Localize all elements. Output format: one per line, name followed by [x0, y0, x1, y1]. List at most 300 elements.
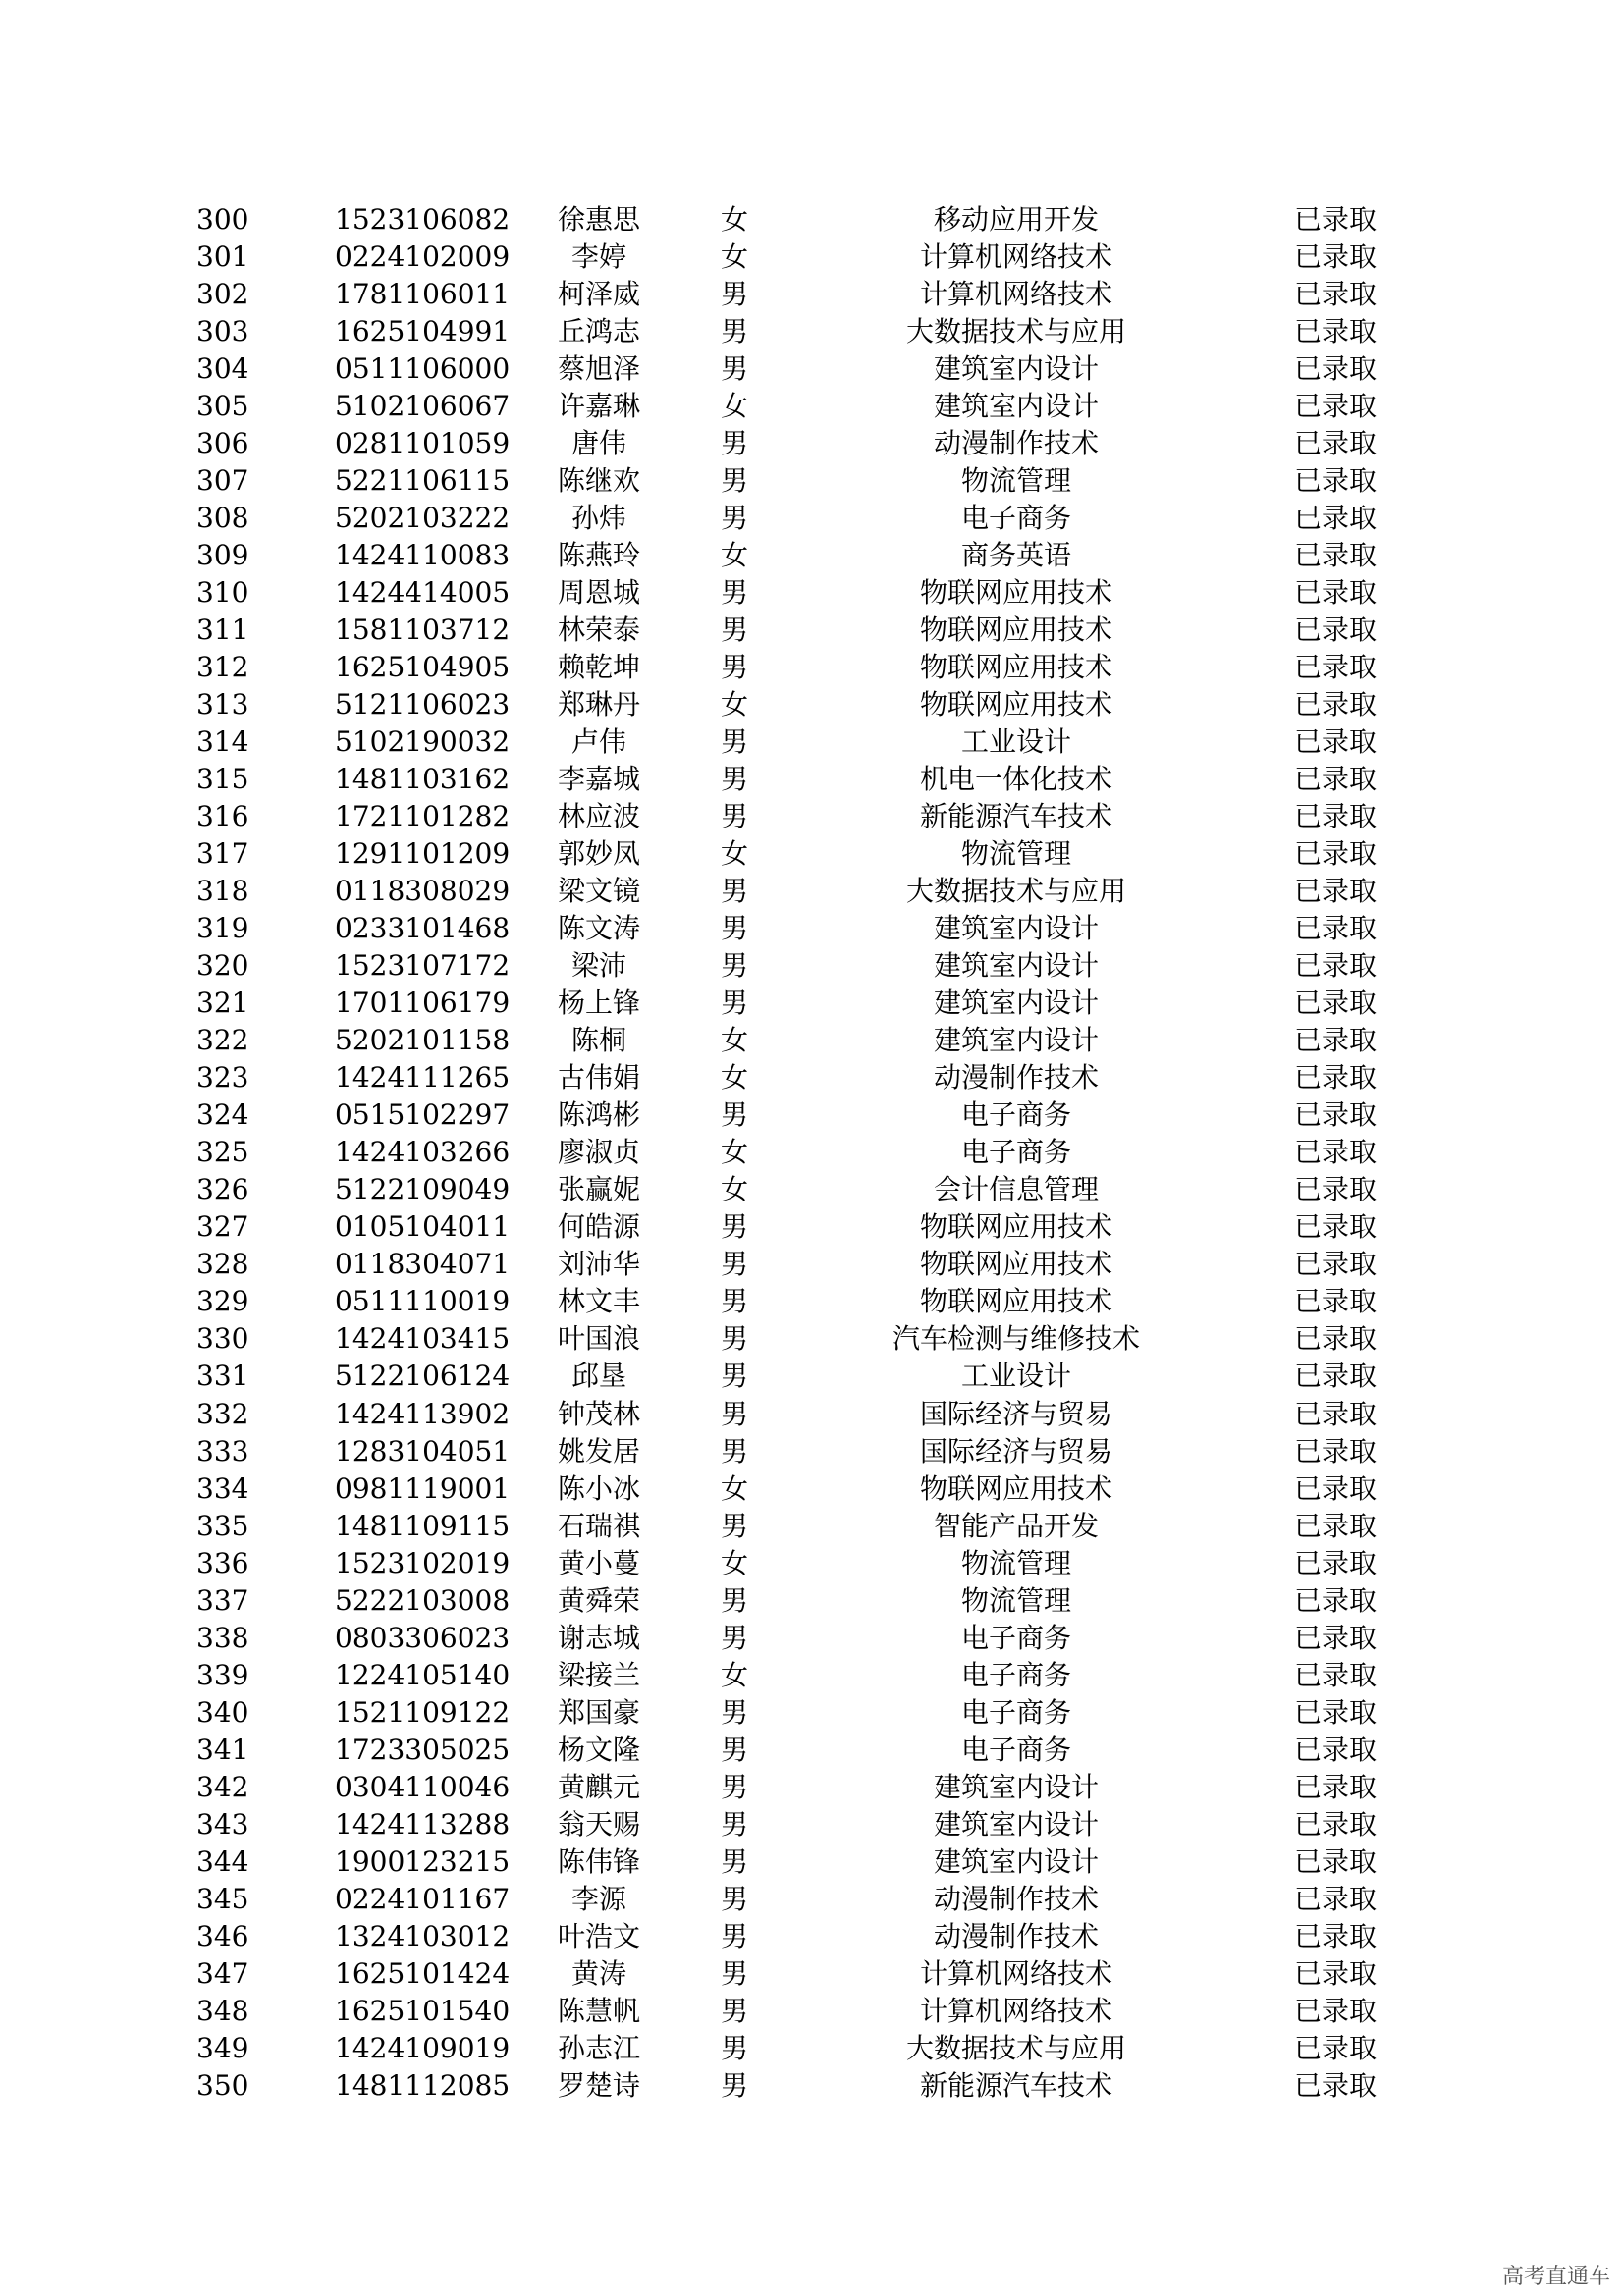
- major: 计算机网络技术: [919, 1994, 1112, 2027]
- admission-status: 已录取: [1294, 1322, 1378, 1356]
- candidate-id: 1625101540: [335, 1994, 511, 2027]
- major: 动漫制作技术: [933, 427, 1099, 460]
- table-row: [0, 1508, 1624, 1545]
- gender: 男: [720, 1210, 748, 1244]
- student-name: 杨文隆: [557, 1733, 640, 1766]
- admission-status: 已录取: [1294, 1546, 1378, 1579]
- table-row: [0, 2067, 1624, 2105]
- gender: 男: [720, 1994, 748, 2027]
- table-row: [0, 761, 1624, 798]
- student-name: 孙志江: [557, 2031, 640, 2064]
- major: 建筑室内设计: [933, 949, 1099, 983]
- student-name: 陈继欢: [557, 464, 640, 498]
- student-name: 蔡旭泽: [557, 352, 640, 386]
- major: 动漫制作技术: [933, 1919, 1099, 1952]
- candidate-id: 1424113288: [335, 1807, 511, 1841]
- row-number: 325: [196, 1136, 249, 1169]
- watermark: 高考直通车: [1501, 2265, 1610, 2289]
- admission-status: 已录取: [1294, 240, 1378, 274]
- row-number: 310: [196, 576, 249, 610]
- student-name: 刘沛华: [557, 1248, 640, 1281]
- candidate-id: 0281101059: [335, 427, 511, 460]
- table-row: [0, 2030, 1624, 2067]
- gender: 男: [720, 1434, 748, 1468]
- admission-status: 已录取: [1294, 502, 1378, 535]
- table-row: [0, 1806, 1624, 1843]
- student-name: 周恩城: [557, 576, 640, 610]
- major: 大数据技术与应用: [905, 2031, 1126, 2064]
- student-name: 谢志城: [557, 1621, 640, 1654]
- admission-status: 已录取: [1294, 1509, 1378, 1542]
- gender: 男: [720, 1285, 748, 1318]
- gender: 男: [720, 1733, 748, 1766]
- candidate-id: 5122109049: [335, 1173, 511, 1206]
- candidate-id: 0224101167: [335, 1882, 511, 1915]
- gender: 男: [720, 1583, 748, 1617]
- gender: 女: [720, 1173, 748, 1206]
- row-number: 306: [196, 427, 249, 460]
- major: 工业设计: [960, 725, 1071, 759]
- admission-status: 已录取: [1294, 1397, 1378, 1430]
- candidate-id: 1424414005: [335, 576, 511, 610]
- candidate-id: 1324103012: [335, 1919, 511, 1952]
- table-row: [0, 612, 1624, 649]
- major: 建筑室内设计: [933, 1024, 1099, 1057]
- row-number: 324: [196, 1098, 249, 1132]
- major: 物联网应用技术: [919, 1285, 1112, 1318]
- table-row: [0, 1769, 1624, 1806]
- student-name: 黄舜荣: [557, 1583, 640, 1617]
- major: 建筑室内设计: [933, 1807, 1099, 1841]
- major: 建筑室内设计: [933, 987, 1099, 1020]
- table-row: [0, 1358, 1624, 1395]
- candidate-id: 1781106011: [335, 278, 511, 311]
- admission-status: 已录取: [1294, 1061, 1378, 1095]
- major: 国际经济与贸易: [919, 1397, 1112, 1430]
- major: 会计信息管理: [933, 1173, 1099, 1206]
- table-row: [0, 388, 1624, 425]
- candidate-id: 1283104051: [335, 1434, 511, 1468]
- student-name: 杨上锋: [557, 987, 640, 1020]
- row-number: 350: [196, 2068, 249, 2102]
- table-row: [0, 910, 1624, 947]
- student-name: 林应波: [557, 800, 640, 833]
- row-number: 328: [196, 1248, 249, 1281]
- admission-status: 已录取: [1294, 576, 1378, 610]
- row-number: 344: [196, 1844, 249, 1878]
- table-row: [0, 1171, 1624, 1208]
- student-name: 陈鸿彬: [557, 1098, 640, 1132]
- major: 电子商务: [960, 1136, 1071, 1169]
- table-row: [0, 985, 1624, 1022]
- admission-status: 已录取: [1294, 800, 1378, 833]
- major: 动漫制作技术: [933, 1061, 1099, 1095]
- admission-status: 已录取: [1294, 725, 1378, 759]
- candidate-id: 0118304071: [335, 1248, 511, 1281]
- candidate-id: 5202101158: [335, 1024, 511, 1057]
- student-name: 卢伟: [570, 725, 626, 759]
- major: 计算机网络技术: [919, 240, 1112, 274]
- candidate-id: 1481103162: [335, 763, 511, 796]
- gender: 男: [720, 725, 748, 759]
- table-row: [0, 649, 1624, 686]
- student-name: 陈文涛: [557, 912, 640, 945]
- admission-status: 已录取: [1294, 837, 1378, 871]
- candidate-id: 0511106000: [335, 352, 511, 386]
- student-name: 叶国浪: [557, 1322, 640, 1356]
- major: 物联网应用技术: [919, 1471, 1112, 1505]
- candidate-id: 0981119001: [335, 1471, 511, 1505]
- major: 建筑室内设计: [933, 912, 1099, 945]
- gender: 男: [720, 352, 748, 386]
- candidate-id: 0803306023: [335, 1621, 511, 1654]
- student-name: 唐伟: [570, 427, 626, 460]
- row-number: 346: [196, 1919, 249, 1952]
- major: 电子商务: [960, 1658, 1071, 1691]
- row-number: 300: [196, 203, 249, 236]
- student-name: 林文丰: [557, 1285, 640, 1318]
- major: 物联网应用技术: [919, 614, 1112, 647]
- gender: 男: [720, 1882, 748, 1915]
- candidate-id: 1625101424: [335, 1956, 511, 1990]
- row-number: 311: [196, 614, 249, 647]
- table-row: [0, 1582, 1624, 1620]
- gender: 男: [720, 315, 748, 348]
- gender: 男: [720, 1621, 748, 1654]
- gender: 男: [720, 1770, 748, 1803]
- candidate-id: 1291101209: [335, 837, 511, 871]
- row-number: 307: [196, 464, 249, 498]
- student-name: 梁文镜: [557, 875, 640, 908]
- student-name: 石瑞祺: [557, 1509, 640, 1542]
- admission-status: 已录取: [1294, 1210, 1378, 1244]
- row-number: 339: [196, 1658, 249, 1691]
- admission-status: 已录取: [1294, 651, 1378, 684]
- candidate-id: 1424110083: [335, 539, 511, 572]
- major: 电子商务: [960, 1098, 1071, 1132]
- row-number: 345: [196, 1882, 249, 1915]
- row-number: 314: [196, 725, 249, 759]
- gender: 男: [720, 464, 748, 498]
- candidate-id: 1523106082: [335, 203, 511, 236]
- table-row: [0, 313, 1624, 350]
- gender: 男: [720, 502, 748, 535]
- table-row: [0, 1918, 1624, 1955]
- admission-status: 已录取: [1294, 1024, 1378, 1057]
- gender: 女: [720, 1061, 748, 1095]
- gender: 男: [720, 1509, 748, 1542]
- gender: 男: [720, 763, 748, 796]
- student-name: 罗楚诗: [557, 2068, 640, 2102]
- table-row: [0, 873, 1624, 910]
- table-row: [0, 798, 1624, 835]
- row-number: 335: [196, 1509, 249, 1542]
- student-name: 姚发居: [557, 1434, 640, 1468]
- gender: 女: [720, 837, 748, 871]
- gender: 男: [720, 2031, 748, 2064]
- row-number: 341: [196, 1733, 249, 1766]
- row-number: 348: [196, 1994, 249, 2027]
- candidate-id: 5121106023: [335, 688, 511, 721]
- row-number: 319: [196, 912, 249, 945]
- admission-status: 已录取: [1294, 1807, 1378, 1841]
- table-row: [0, 1059, 1624, 1096]
- candidate-id: 1523102019: [335, 1546, 511, 1579]
- student-name: 柯泽威: [557, 278, 640, 311]
- admission-status: 已录取: [1294, 203, 1378, 236]
- row-number: 312: [196, 651, 249, 684]
- table-row: [0, 574, 1624, 612]
- candidate-id: 5221106115: [335, 464, 511, 498]
- student-name: 李嘉城: [557, 763, 640, 796]
- row-number: 302: [196, 278, 249, 311]
- major: 电子商务: [960, 1733, 1071, 1766]
- gender: 男: [720, 1397, 748, 1430]
- row-number: 331: [196, 1360, 249, 1393]
- table-row: [0, 723, 1624, 761]
- gender: 男: [720, 912, 748, 945]
- admission-status: 已录取: [1294, 875, 1378, 908]
- gender: 男: [720, 1695, 748, 1729]
- major: 物联网应用技术: [919, 1248, 1112, 1281]
- admission-status: 已录取: [1294, 315, 1378, 348]
- candidate-id: 1424103415: [335, 1322, 511, 1356]
- table-row: [0, 1694, 1624, 1732]
- major: 新能源汽车技术: [919, 800, 1112, 833]
- row-number: 333: [196, 1434, 249, 1468]
- admission-status: 已录取: [1294, 2031, 1378, 2064]
- admission-status: 已录取: [1294, 1658, 1378, 1691]
- major: 工业设计: [960, 1360, 1071, 1393]
- student-name: 梁沛: [570, 949, 626, 983]
- candidate-id: 1424113902: [335, 1397, 511, 1430]
- row-number: 301: [196, 240, 249, 274]
- table-row: [0, 1320, 1624, 1358]
- major: 物流管理: [960, 837, 1071, 871]
- major: 大数据技术与应用: [905, 875, 1126, 908]
- major: 建筑室内设计: [933, 390, 1099, 423]
- gender: 女: [720, 1136, 748, 1169]
- gender: 男: [720, 1322, 748, 1356]
- row-number: 347: [196, 1956, 249, 1990]
- student-name: 郑琳丹: [557, 688, 640, 721]
- admission-status: 已录取: [1294, 1882, 1378, 1915]
- candidate-id: 5122106124: [335, 1360, 511, 1393]
- row-number: 336: [196, 1546, 249, 1579]
- student-name: 古伟娟: [557, 1061, 640, 1095]
- admission-status: 已录取: [1294, 1621, 1378, 1654]
- major: 新能源汽车技术: [919, 2068, 1112, 2102]
- major: 建筑室内设计: [933, 1770, 1099, 1803]
- admission-status: 已录取: [1294, 1471, 1378, 1505]
- table-row: [0, 276, 1624, 313]
- admission-status: 已录取: [1294, 763, 1378, 796]
- admission-status: 已录取: [1294, 1285, 1378, 1318]
- student-name: 陈小冰: [557, 1471, 640, 1505]
- admission-status: 已录取: [1294, 949, 1378, 983]
- student-name: 徐惠思: [557, 203, 640, 236]
- candidate-id: 0511110019: [335, 1285, 511, 1318]
- student-name: 梁接兰: [557, 1658, 640, 1691]
- gender: 女: [720, 203, 748, 236]
- gender: 女: [720, 539, 748, 572]
- admission-status: 已录取: [1294, 1248, 1378, 1281]
- row-number: 327: [196, 1210, 249, 1244]
- candidate-id: 5102190032: [335, 725, 511, 759]
- admission-status: 已录取: [1294, 1844, 1378, 1878]
- admission-status: 已录取: [1294, 278, 1378, 311]
- row-number: 329: [196, 1285, 249, 1318]
- candidate-id: 1424103266: [335, 1136, 511, 1169]
- student-name: 赖乾坤: [557, 651, 640, 684]
- row-number: 309: [196, 539, 249, 572]
- gender: 男: [720, 800, 748, 833]
- candidate-id: 1481112085: [335, 2068, 511, 2102]
- table-row: [0, 350, 1624, 388]
- row-number: 326: [196, 1173, 249, 1206]
- student-name: 李婷: [570, 240, 626, 274]
- table-row: [0, 537, 1624, 574]
- row-number: 343: [196, 1807, 249, 1841]
- row-number: 320: [196, 949, 249, 983]
- candidate-id: 1721101282: [335, 800, 511, 833]
- row-number: 313: [196, 688, 249, 721]
- gender: 男: [720, 1844, 748, 1878]
- student-name: 叶浩文: [557, 1919, 640, 1952]
- student-name: 郭妙凤: [557, 837, 640, 871]
- row-number: 305: [196, 390, 249, 423]
- candidate-id: 1424111265: [335, 1061, 511, 1095]
- admission-status: 已录取: [1294, 688, 1378, 721]
- row-number: 308: [196, 502, 249, 535]
- gender: 男: [720, 614, 748, 647]
- table-row: [0, 1545, 1624, 1582]
- gender: 男: [720, 1807, 748, 1841]
- major: 机电一体化技术: [919, 763, 1112, 796]
- candidate-id: 0105104011: [335, 1210, 511, 1244]
- student-name: 张赢妮: [557, 1173, 640, 1206]
- gender: 女: [720, 390, 748, 423]
- major: 物流管理: [960, 464, 1071, 498]
- gender: 男: [720, 1919, 748, 1952]
- admission-status: 已录取: [1294, 427, 1378, 460]
- admission-status: 已录取: [1294, 1173, 1378, 1206]
- student-name: 黄涛: [570, 1956, 626, 1990]
- major: 建筑室内设计: [933, 352, 1099, 386]
- row-number: 342: [196, 1770, 249, 1803]
- row-number: 317: [196, 837, 249, 871]
- candidate-id: 1900123215: [335, 1844, 511, 1878]
- admission-status: 已录取: [1294, 1956, 1378, 1990]
- candidate-id: 0233101468: [335, 912, 511, 945]
- candidate-id: 5202103222: [335, 502, 511, 535]
- table-row: [0, 1283, 1624, 1320]
- candidate-id: 0224102009: [335, 240, 511, 274]
- major: 移动应用开发: [933, 203, 1099, 236]
- admission-status: 已录取: [1294, 1434, 1378, 1468]
- student-name: 陈桐: [570, 1024, 626, 1057]
- student-name: 邱垦: [570, 1360, 626, 1393]
- gender: 女: [720, 240, 748, 274]
- major: 物联网应用技术: [919, 1210, 1112, 1244]
- major: 商务英语: [960, 539, 1071, 572]
- gender: 男: [720, 1360, 748, 1393]
- major: 动漫制作技术: [933, 1882, 1099, 1915]
- candidate-id: 5222103008: [335, 1583, 511, 1617]
- gender: 男: [720, 987, 748, 1020]
- gender: 男: [720, 1098, 748, 1132]
- admission-status: 已录取: [1294, 1770, 1378, 1803]
- admission-status: 已录取: [1294, 1919, 1378, 1952]
- gender: 女: [720, 1658, 748, 1691]
- gender: 男: [720, 949, 748, 983]
- row-number: 340: [196, 1695, 249, 1729]
- table-row: [0, 1246, 1624, 1283]
- student-name: 何皓源: [557, 1210, 640, 1244]
- table-row: [0, 1955, 1624, 1993]
- candidate-id: 0118308029: [335, 875, 511, 908]
- row-number: 338: [196, 1621, 249, 1654]
- student-name: 孙炜: [570, 502, 626, 535]
- table-row: [0, 1993, 1624, 2030]
- table-row: [0, 1620, 1624, 1657]
- major: 智能产品开发: [933, 1509, 1099, 1542]
- table-row: [0, 1843, 1624, 1881]
- student-name: 翁天赐: [557, 1807, 640, 1841]
- table-row: [0, 1657, 1624, 1694]
- major: 电子商务: [960, 502, 1071, 535]
- table-row: [0, 686, 1624, 723]
- table-row: [0, 1470, 1624, 1508]
- student-name: 郑国豪: [557, 1695, 640, 1729]
- candidate-id: 1625104991: [335, 315, 511, 348]
- admission-status: 已录取: [1294, 1994, 1378, 2027]
- candidate-id: 1224105140: [335, 1658, 511, 1691]
- candidate-id: 5102106067: [335, 390, 511, 423]
- candidate-id: 1424109019: [335, 2031, 511, 2064]
- student-name: 陈燕玲: [557, 539, 640, 572]
- table-row: [0, 1134, 1624, 1171]
- major: 电子商务: [960, 1621, 1071, 1654]
- admission-status: 已录取: [1294, 2068, 1378, 2102]
- row-number: 318: [196, 875, 249, 908]
- gender: 男: [720, 875, 748, 908]
- table-row: [0, 1433, 1624, 1470]
- student-name: 林荣泰: [557, 614, 640, 647]
- major: 计算机网络技术: [919, 1956, 1112, 1990]
- row-number: 323: [196, 1061, 249, 1095]
- major: 建筑室内设计: [933, 1844, 1099, 1878]
- admission-status: 已录取: [1294, 987, 1378, 1020]
- candidate-id: 1481109115: [335, 1509, 511, 1542]
- row-number: 330: [196, 1322, 249, 1356]
- major: 物联网应用技术: [919, 688, 1112, 721]
- row-number: 332: [196, 1397, 249, 1430]
- gender: 男: [720, 651, 748, 684]
- major: 物流管理: [960, 1546, 1071, 1579]
- student-name: 陈慧帆: [557, 1994, 640, 2027]
- admission-status: 已录取: [1294, 352, 1378, 386]
- major: 大数据技术与应用: [905, 315, 1126, 348]
- student-name: 黄小蔓: [557, 1546, 640, 1579]
- table-row: [0, 239, 1624, 276]
- candidate-id: 1625104905: [335, 651, 511, 684]
- table-row: [0, 835, 1624, 873]
- row-number: 303: [196, 315, 249, 348]
- admission-status: 已录取: [1294, 1098, 1378, 1132]
- admission-status: 已录取: [1294, 912, 1378, 945]
- gender: 男: [720, 1956, 748, 1990]
